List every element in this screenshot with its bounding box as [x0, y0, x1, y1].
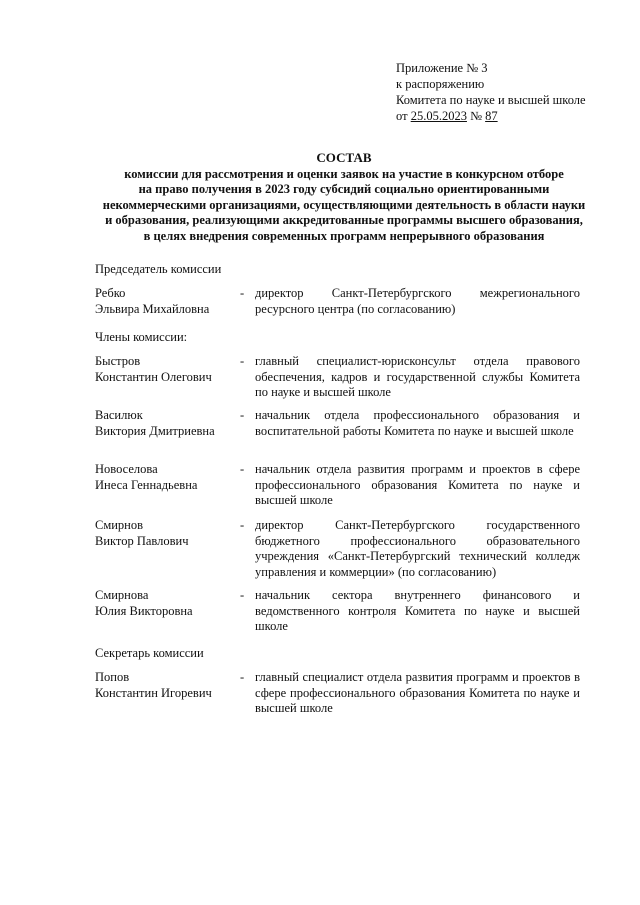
person-position: главный специалист-юрисконсульт отдела правового обеспечения, кадров и государственной службы Комитета по науке и высшей школе	[255, 354, 580, 400]
document-title	[70, 150, 618, 245]
section-secretary: Секретарь комиссии	[95, 646, 204, 660]
title-line-5: в целях внедрения современных программ непрерывного образования	[143, 228, 545, 243]
person-position: директор Санкт-Петербургского межрегионального ресурсного центра (по согласованию)	[255, 286, 580, 316]
person-surname: Новоселова	[95, 462, 158, 476]
annex-date: 25.05.2023	[410, 109, 467, 123]
person-position: директор Санкт-Петербургского государственного бюджетного профессионального образовательного учреждения «Санкт-Петербургский технический колледж управления и коммерции» (по согласованию)	[255, 518, 580, 579]
annex-line-2: к распоряжению	[396, 77, 485, 91]
person-name	[95, 518, 245, 549]
annex-header	[396, 60, 586, 124]
person-position: главный специалист отдела развития программ и проектов в сфере профессионального образования Комитета по науке и высшей школе	[255, 670, 580, 716]
person-name	[95, 408, 245, 439]
person-position: начальник отдела профессионального образования и воспитательной работы Комитета по науке и высшей школе	[255, 408, 580, 438]
person-dash: -	[240, 462, 245, 476]
person-surname: Попов	[95, 670, 130, 684]
person-surname: Быстров	[95, 354, 141, 368]
person-position: начальник отдела развития программ и проектов в сфере профессионального образования Комитета по науке и высшей школе	[255, 462, 580, 508]
person-given-name: Виктор Павлович	[95, 533, 189, 548]
annex-number: 87	[485, 109, 498, 123]
annex-line-3: Комитета по науке и высшей школе	[396, 93, 586, 107]
person-dash: -	[240, 670, 245, 684]
annex-date-line	[396, 108, 586, 124]
title-main: СОСТАВ	[316, 150, 372, 165]
person-given-name: Эльвира Михайловна	[95, 301, 210, 316]
person-given-name: Виктория Дмитриевна	[95, 423, 215, 438]
title-line-1: комиссии для рассмотрения и оценки заявок на участие в конкурсном отборе	[124, 166, 564, 181]
annex-date-prefix: от	[396, 109, 411, 123]
person-dash: -	[240, 354, 245, 368]
person-dash: -	[240, 408, 245, 422]
section-members: Члены комиссии:	[95, 330, 188, 344]
person-name	[95, 286, 245, 317]
annex-number-prefix: №	[466, 109, 486, 123]
title-line-3: некоммерческими организациями, осуществляющими деятельность в области науки	[102, 197, 586, 212]
person-given-name: Константин Игоревич	[95, 685, 212, 700]
annex-line-1: Приложение № 3	[396, 61, 488, 75]
section-chair: Председатель комиссии	[95, 262, 222, 276]
person-surname: Василюк	[95, 408, 143, 422]
person-given-name: Константин Олегович	[95, 369, 212, 384]
person-position: начальник сектора внутреннего финансового и ведомственного контроля Комитета по науке и высшей школе	[255, 588, 580, 634]
person-dash: -	[240, 588, 245, 602]
title-line-4: и образования, реализующими аккредитованные программы высшего образования,	[105, 213, 583, 228]
person-surname: Ребко	[95, 286, 126, 300]
person-surname: Смирнов	[95, 518, 144, 532]
person-given-name: Инеса Геннадьевна	[95, 477, 198, 492]
title-line-2: на право получения в 2023 году субсидий социально ориентированными	[138, 182, 550, 197]
person-name	[95, 670, 245, 701]
person-dash: -	[240, 518, 245, 532]
person-name	[95, 462, 245, 493]
person-given-name: Юлия Викторовна	[95, 603, 193, 618]
person-dash: -	[240, 286, 245, 300]
person-surname: Смирнова	[95, 588, 149, 602]
person-name	[95, 588, 245, 619]
person-name	[95, 354, 245, 385]
